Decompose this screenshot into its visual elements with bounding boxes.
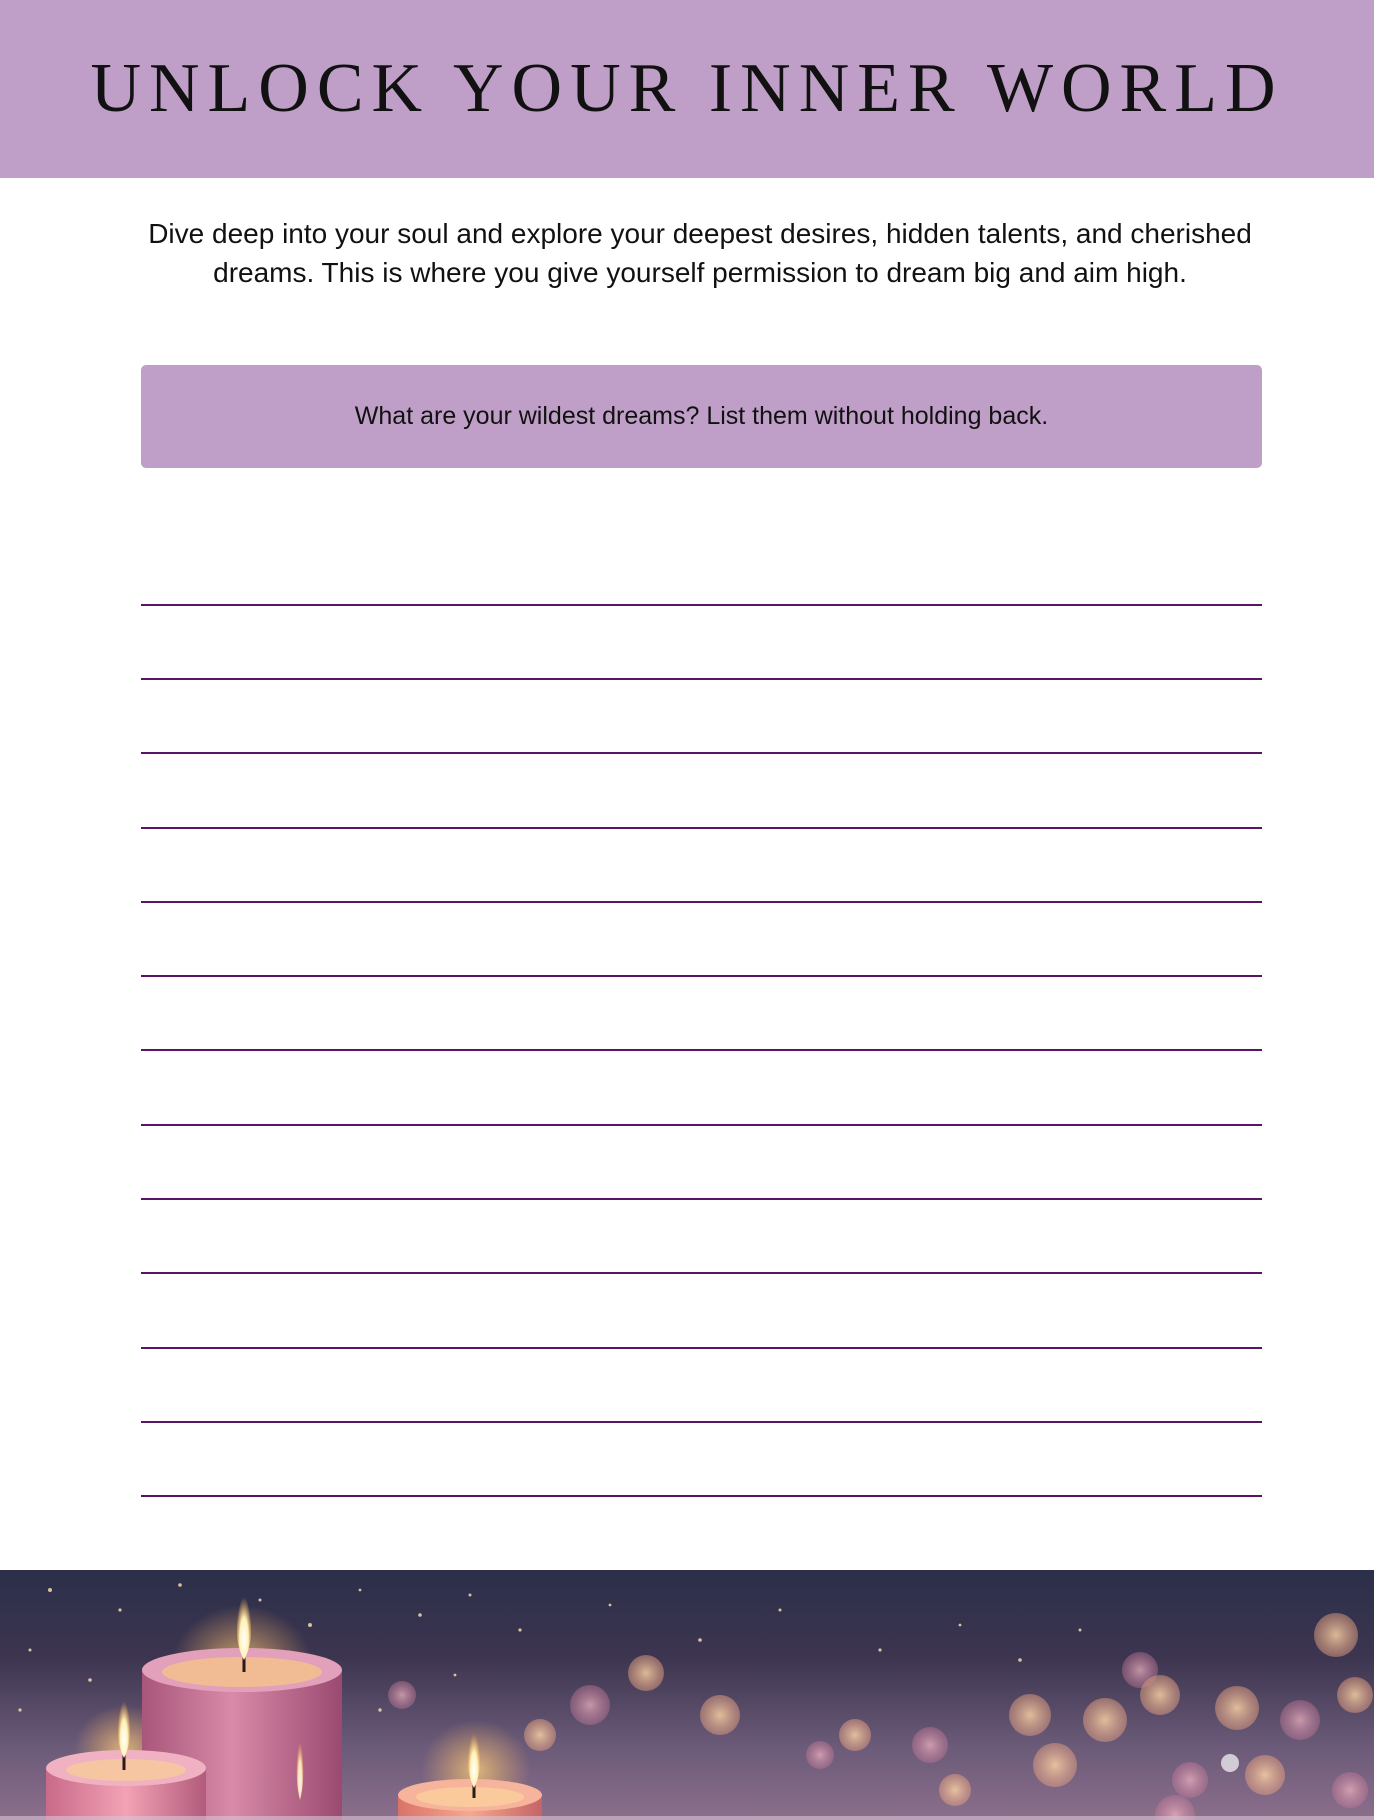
- candles-bokeh-photo: [0, 1570, 1374, 1820]
- writing-line[interactable]: [141, 752, 1262, 754]
- page-title: UNLOCK YOUR INNER WORLD: [90, 50, 1284, 127]
- writing-line[interactable]: [141, 1495, 1262, 1497]
- writing-line[interactable]: [141, 1421, 1262, 1423]
- writing-line[interactable]: [141, 678, 1262, 680]
- intro-text: Dive deep into your soul and explore your deepest desires, hidden talents, and cherished dreams. This is where you give yourself permission to dream big and aim high.: [148, 218, 1252, 288]
- writing-line[interactable]: [141, 975, 1262, 977]
- writing-lines: [141, 0, 1262, 1520]
- writing-line[interactable]: [141, 1272, 1262, 1274]
- prompt-text: What are your wildest dreams? List them without holding back.: [354, 402, 1049, 430]
- writing-line[interactable]: [141, 1347, 1262, 1349]
- writing-line[interactable]: [141, 827, 1262, 829]
- writing-line[interactable]: [141, 1049, 1262, 1051]
- writing-line[interactable]: [141, 604, 1262, 606]
- writing-line[interactable]: [141, 901, 1262, 903]
- writing-line[interactable]: [141, 1198, 1262, 1200]
- writing-line[interactable]: [141, 1124, 1262, 1126]
